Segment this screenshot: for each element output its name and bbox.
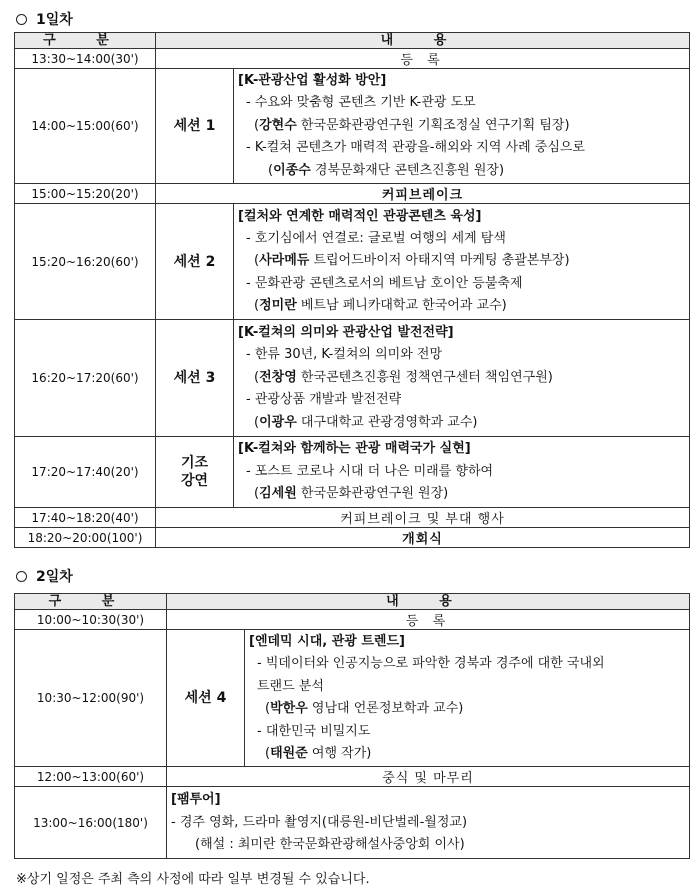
session-cell: 세션 1 <box>156 69 234 184</box>
session-cell: 세션 2 <box>156 204 234 320</box>
speaker: (박한우 영남대 언론정보학과 교수) <box>265 701 464 717</box>
table-row <box>15 49 690 69</box>
day1-title <box>16 9 73 29</box>
speaker: (사라메듀 트립어드바이저 아태지역 마케팅 총괄본부장) <box>254 253 570 269</box>
session-cell: 기조 강연 <box>156 437 234 508</box>
header-category: 구 분 <box>15 594 167 610</box>
tour-item: - 경주 영화, 드라마 촬영지(대릉원-비단벌레-월정교) <box>171 814 468 830</box>
day1-schedule-table <box>14 32 690 548</box>
session-heading: [K-컬쳐의 의미와 관광산업 발전전략] <box>238 325 454 341</box>
speaker: (김세원 한국문화관광연구원 원장) <box>254 486 449 502</box>
time-cell: 10:30~12:00(90') <box>15 630 167 767</box>
session-cell: 세션 3 <box>156 320 234 437</box>
time-cell: 16:20~17:20(60') <box>15 320 156 437</box>
table-row <box>15 787 690 859</box>
table-row <box>15 630 690 767</box>
table-row <box>15 320 690 437</box>
time-cell: 13:30~14:00(30') <box>15 49 156 69</box>
talk-title: - K-컬쳐 콘텐츠가 매력적 관광을-해외와 지역 사례 중심으로 <box>246 140 585 156</box>
header-category: 구 분 <box>15 33 156 49</box>
content-cell: 개회식 <box>156 528 690 548</box>
talk-title: - 호기심에서 연결로: 글로벌 여행의 세계 탐색 <box>246 230 506 246</box>
circle-bullet-icon <box>16 14 27 25</box>
content-cell <box>234 437 690 508</box>
header-content: 내 용 <box>156 33 690 49</box>
content-cell: 등 록 <box>167 610 690 630</box>
talk-title: - 관광상품 개발과 발전전략 <box>246 392 402 408</box>
time-cell: 17:20~17:40(20') <box>15 437 156 508</box>
content-cell <box>245 630 690 767</box>
talk-title: - 문화관광 콘텐츠로서의 베트남 호이안 등불축제 <box>246 275 523 291</box>
table-header <box>15 33 690 49</box>
speaker: (태원준 여행 작가) <box>265 746 372 762</box>
speaker: (강현수 한국문화관광연구원 기획조정실 연구기획 팀장) <box>254 117 570 133</box>
content-cell <box>234 204 690 320</box>
header-content: 내 용 <box>167 594 690 610</box>
time-cell: 13:00~16:00(180') <box>15 787 167 859</box>
talk-title-cont: 트랜드 분석 <box>257 678 324 694</box>
content-cell <box>234 69 690 184</box>
time-cell: 18:20~20:00(100') <box>15 528 156 548</box>
table-row <box>15 528 690 548</box>
speaker: (정미란 베트남 페니카대학교 한국어과 교수) <box>254 298 507 314</box>
day2-title-text: 2일차 <box>36 569 73 585</box>
session-heading: [K-컬쳐와 함께하는 관광 매력국가 실현] <box>238 441 471 457</box>
table-row <box>15 437 690 508</box>
time-cell: 14:00~15:00(60') <box>15 69 156 184</box>
talk-title: - 포스트 코로나 시대 더 나은 미래를 향하여 <box>246 463 494 479</box>
session-cell: 세션 4 <box>167 630 245 767</box>
table-row <box>15 508 690 528</box>
table-row <box>15 610 690 630</box>
talk-title: - 한류 30년, K-컬쳐의 의미와 전망 <box>246 347 443 363</box>
table-header <box>15 594 690 610</box>
day1-title-text: 1일차 <box>36 12 73 28</box>
day2-title <box>16 566 73 586</box>
content-cell: 커피브레이크 및 부대 행사 <box>156 508 690 528</box>
content-cell: 중식 및 마무리 <box>167 767 690 787</box>
content-cell: 등 록 <box>156 49 690 69</box>
speaker: (이광우 대구대학교 관광경영학과 교수) <box>254 414 478 430</box>
session-heading: [엔데믹 시대, 관광 트렌드] <box>249 634 405 649</box>
footnote: ※상기 일정은 주최 측의 사정에 따라 일부 변경될 수 있습니다. <box>16 872 370 887</box>
talk-title: - 빅데이터와 인공지능으로 파악한 경북과 경주에 대한 국내외 <box>257 656 605 672</box>
circle-bullet-icon <box>16 571 27 582</box>
table-row <box>15 767 690 787</box>
speaker: (이종수 경북문화재단 콘텐츠진흥원 원장) <box>268 162 505 178</box>
session-heading: [팸투어] <box>171 792 221 808</box>
table-row <box>15 184 690 204</box>
tour-guide: (해설 : 최미란 한국문화관광해설사중앙회 이사) <box>195 837 465 853</box>
content-cell <box>167 787 690 859</box>
time-cell: 12:00~13:00(60') <box>15 767 167 787</box>
table-row <box>15 69 690 184</box>
time-cell: 10:00~10:30(30') <box>15 610 167 630</box>
speaker: (전창영 한국콘텐츠진흥원 정책연구센터 책임연구원) <box>254 369 553 385</box>
session-heading: [K-관광산업 활성화 방안] <box>238 73 387 88</box>
day2-schedule-table <box>14 593 690 859</box>
content-cell: 커피브레이크 <box>156 184 690 204</box>
session-heading: [컬처와 연계한 매력적인 관광콘텐츠 육성] <box>238 208 482 224</box>
time-cell: 15:00~15:20(20') <box>15 184 156 204</box>
table-row <box>15 204 690 320</box>
content-cell <box>234 320 690 437</box>
talk-title: - 대한민국 비밀지도 <box>257 723 371 739</box>
talk-title: - 수요와 맞춤형 콘텐츠 기반 K-관광 도모 <box>246 95 476 111</box>
time-cell: 15:20~16:20(60') <box>15 204 156 320</box>
time-cell: 17:40~18:20(40') <box>15 508 156 528</box>
